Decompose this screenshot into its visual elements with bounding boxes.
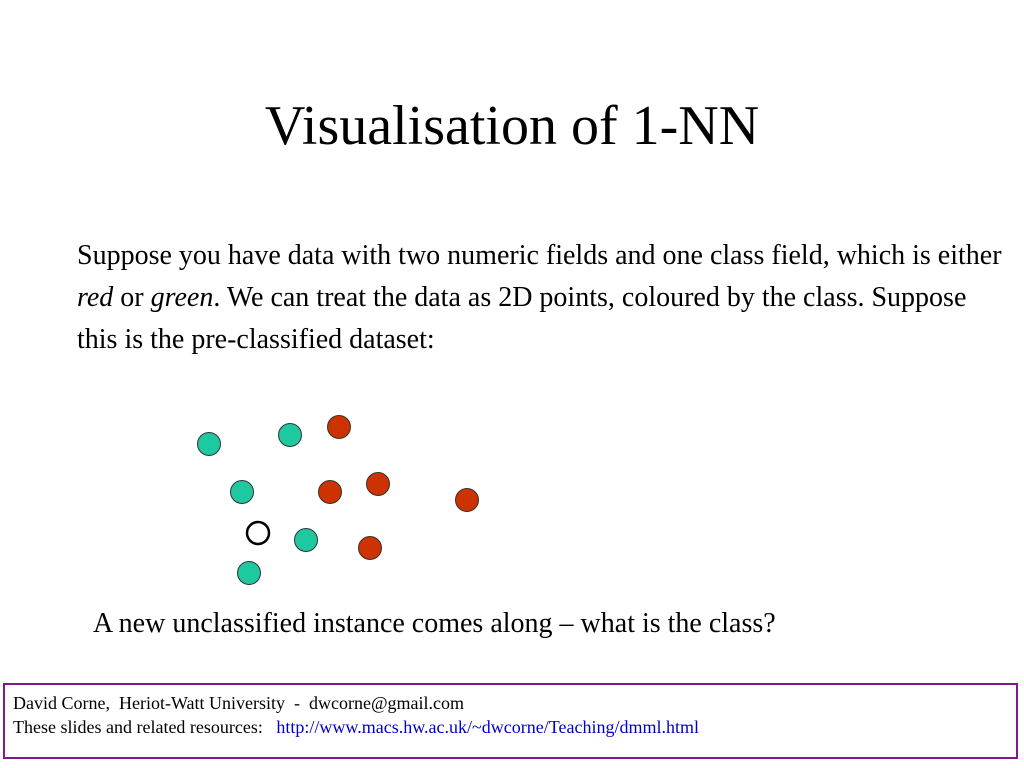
footer-link[interactable]: http://www.macs.hw.ac.uk/~dwcorne/Teaching/dmml.html	[276, 717, 699, 737]
intro-text-3: . We can treat the data as 2D points, coloured by the class. Suppose this is the pre-classified dataset:	[77, 282, 967, 355]
green-class-point	[295, 529, 318, 552]
red-class-point	[328, 416, 351, 439]
intro-text-2: or	[113, 282, 151, 313]
new-instance-point	[247, 522, 269, 544]
footer-author: David Corne, Heriot-Watt University - dwcorne@gmail.com	[13, 693, 465, 713]
slide-title: Visualisation of 1-NN	[264, 95, 760, 157]
green-class-point	[238, 562, 261, 585]
intro-text-1: Suppose you have data with two numeric fields and one class field, which is either	[77, 240, 1002, 271]
red-class-point	[319, 481, 342, 504]
green-class-point	[198, 433, 221, 456]
footer-resources-label: These slides and related resources:	[13, 717, 277, 737]
green-word: green	[150, 282, 214, 313]
question-text: A new unclassified instance comes along – what is the class?	[93, 608, 776, 639]
red-class-point	[456, 489, 479, 512]
green-class-point	[231, 481, 254, 504]
red-word: red	[77, 282, 114, 313]
green-class-point	[279, 424, 302, 447]
footer-resources	[13, 715, 1016, 739]
footer-box	[3, 683, 1018, 759]
red-class-point	[359, 537, 382, 560]
red-class-point	[367, 473, 390, 496]
